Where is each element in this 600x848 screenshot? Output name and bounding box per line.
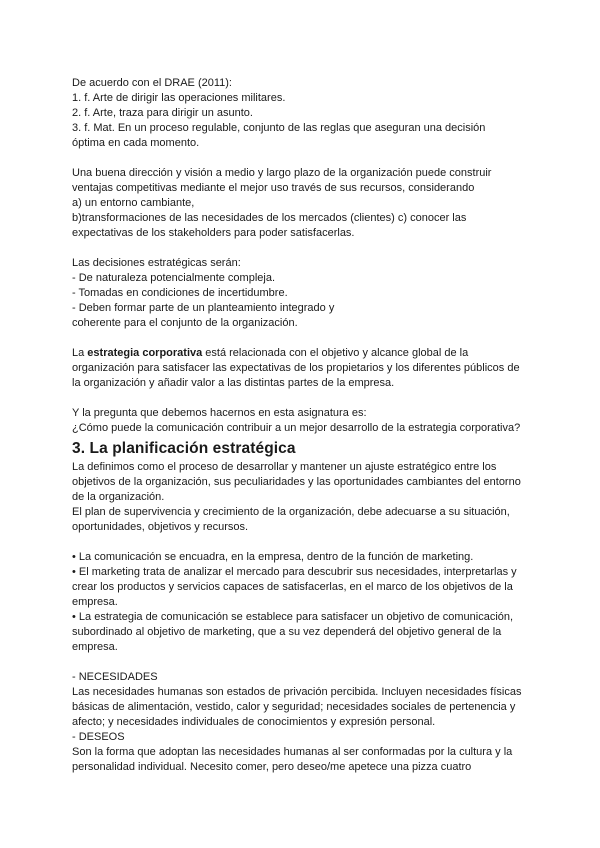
text-line: oportunidades, objetivos y recursos. xyxy=(72,521,249,533)
drae-definition-3: 3. f. Mat. En un proceso regulable, conjunto de las reglas que aseguran una decisión xyxy=(72,122,486,134)
text-line xyxy=(72,346,534,361)
text-line: de la organización. xyxy=(72,491,165,503)
drae-intro: De acuerdo con el DRAE (2011): xyxy=(72,77,232,89)
text-line: Y la pregunta que debemos hacernos en esta asignatura es: xyxy=(72,407,367,419)
text-line: organización para satisfacer las expectativas de los propietarios y los diferentes públicos de xyxy=(72,362,520,374)
direccion-paragraph xyxy=(72,166,534,241)
text-line: a) un entorno cambiante, xyxy=(72,197,195,209)
paragraph-gap xyxy=(72,151,534,166)
text-line: la organización y añadir valor a las distintas partes de la empresa. xyxy=(72,377,395,389)
decisiones-title: Las decisiones estratégicas serán: xyxy=(72,257,241,269)
bullet-item: • El marketing trata de analizar el mercado para descubrir sus necesidades, interpretarlas y xyxy=(72,566,517,578)
necesidades-section xyxy=(72,670,534,730)
text-line: La definimos como el proceso de desarrollar y mantener un ajuste estratégico entre los xyxy=(72,461,497,473)
drae-definition-3-cont: óptima en cada momento. xyxy=(72,137,200,149)
estrategia-corporativa-paragraph xyxy=(72,346,534,391)
deseos-section xyxy=(72,730,534,775)
list-item: - Tomadas en condiciones de incertidumbre. xyxy=(72,287,288,299)
question-line: ¿Cómo puede la comunicación contribuir a un mejor desarrollo de la estrategia corporativa? xyxy=(72,422,521,434)
text-prefix: La xyxy=(72,347,88,359)
necesidades-title: - NECESIDADES xyxy=(72,671,158,683)
bullet-item-cont: subordinado al objetivo de marketing, que a su vez dependerá del objetivo general de la xyxy=(72,626,502,638)
text-line: expectativas de los stakeholders para poder satisfacerlas. xyxy=(72,227,355,239)
drae-definition-2: 2. f. Arte, traza para dirigir un asunto. xyxy=(72,107,253,119)
text-line: El plan de supervivencia y crecimiento de la organización, debe adecuarse a su situación, xyxy=(72,506,510,518)
bullet-item: • La comunicación se encuadra, en la empresa, dentro de la función de marketing. xyxy=(72,551,474,563)
planificacion-definition xyxy=(72,460,534,535)
text-line: Las necesidades humanas son estados de privación percibida. Incluyen necesidades físicas xyxy=(72,686,522,698)
section-heading: 3. La planificación estratégica xyxy=(72,440,296,457)
bullet-list xyxy=(72,550,534,655)
list-item-cont: coherente para el conjunto de la organización. xyxy=(72,317,298,329)
paragraph-gap xyxy=(72,391,534,406)
paragraph-gap xyxy=(72,535,534,550)
list-item: - Deben formar parte de un planteamiento integrado y xyxy=(72,302,335,314)
bullet-item-cont: crear los productos y servicios capaces de satisfacerlas, en el marco de los objetivos de la xyxy=(72,581,513,593)
text-line: básicas de alimentación, vestido, calor y seguridad; necesidades sociales de pertenencia y xyxy=(72,701,516,713)
decisiones-list xyxy=(72,256,534,331)
deseos-title: - DESEOS xyxy=(72,731,125,743)
drae-definitions xyxy=(72,76,534,151)
bullet-item-cont: empresa. xyxy=(72,596,118,608)
text-line: objetivos de la organización, sus peculiaridades y las oportunidades cambiantes del entorno xyxy=(72,476,521,488)
text-line: b)transformaciones de las necesidades de los mercados (clientes) c) conocer las xyxy=(72,212,467,224)
text-line: afecto; y necesidades individuales de conocimientos y expresión personal. xyxy=(72,716,436,728)
text-rest: está relacionada con el objetivo y alcance global de la xyxy=(202,347,469,359)
bold-term: estrategia corporativa xyxy=(87,347,203,359)
text-line: ventajas competitivas mediante el mejor uso través de sus recursos, considerando xyxy=(72,182,475,194)
paragraph-gap xyxy=(72,331,534,346)
text-line: personalidad individual. Necesito comer, pero deseo/me apetece una pizza cuatro xyxy=(72,761,472,773)
pregunta-paragraph xyxy=(72,406,534,436)
bullet-item-cont: empresa. xyxy=(72,641,118,653)
list-item: - De naturaleza potencialmente compleja. xyxy=(72,272,276,284)
paragraph-gap xyxy=(72,655,534,670)
document-body xyxy=(72,76,534,775)
bullet-item: • La estrategia de comunicación se establece para satisfacer un objetivo de comunicación, xyxy=(72,611,514,623)
text-line: Una buena dirección y visión a medio y largo plazo de la organización puede construir xyxy=(72,167,492,179)
drae-definition-1: 1. f. Arte de dirigir las operaciones militares. xyxy=(72,92,286,104)
paragraph-gap xyxy=(72,241,534,256)
text-line: Son la forma que adoptan las necesidades humanas al ser conformadas por la cultura y la xyxy=(72,746,513,758)
